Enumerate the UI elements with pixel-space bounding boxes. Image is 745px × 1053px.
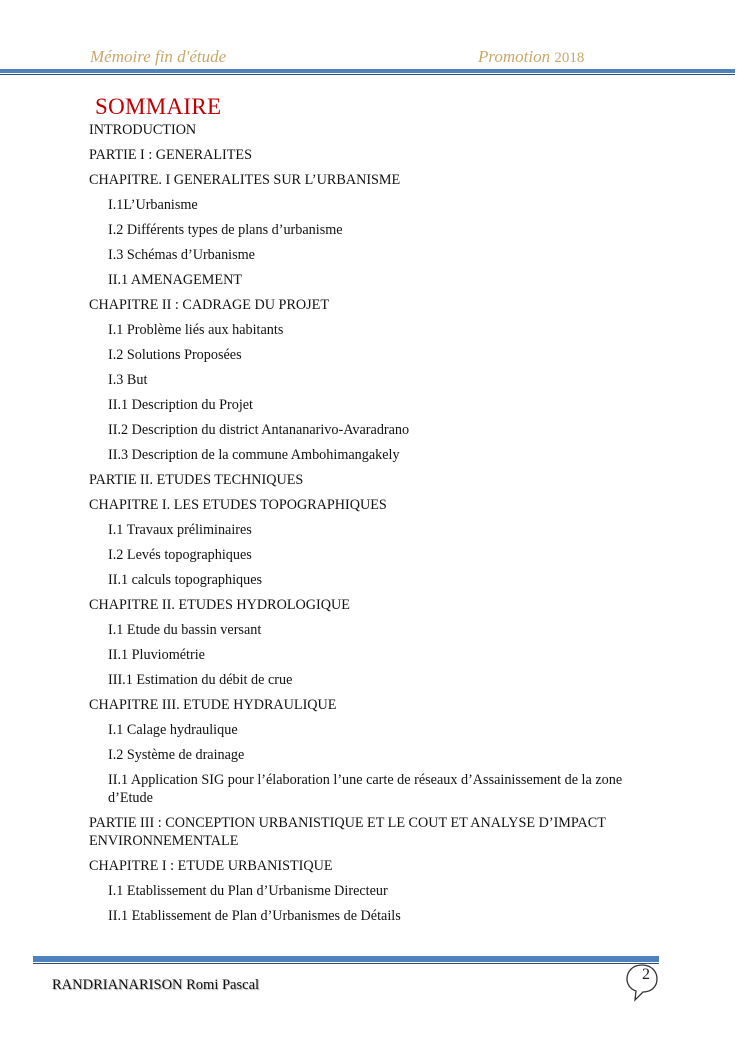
toc-subentry: II.1 Pluviométrie	[108, 647, 205, 663]
toc-subentry: II.3 Description de la commune Ambohimangakely	[108, 447, 400, 463]
toc-subentry: I.1 Problème liés aux habitants	[108, 322, 284, 338]
toc-subentry: II.1 calculs topographiques	[108, 572, 263, 588]
toc-subentry: I.2 Levés topographiques	[108, 547, 252, 563]
toc-subentry: I.2 Système de drainage	[108, 747, 245, 763]
page-number-badge	[624, 962, 660, 1004]
toc-entry: CHAPITRE II : CADRAGE DU PROJET	[89, 297, 330, 313]
header-year: 2018	[554, 50, 585, 66]
toc-subentry: II.1 Description du Projet	[108, 397, 253, 413]
page-title: SOMMAIRE	[95, 94, 222, 119]
footer-rule-shadow	[33, 963, 659, 964]
toc-subentry: I.2 Différents types de plans d’urbanisme	[108, 222, 343, 238]
table-of-contents	[89, 121, 669, 932]
header-right-text	[478, 47, 584, 67]
toc-subentry: I.1L’Urbanisme	[108, 197, 198, 213]
toc-entry: PARTIE II. ETUDES TECHNIQUES	[89, 472, 304, 488]
toc-entry: CHAPITRE. I GENERALITES SUR L’URBANISME	[89, 172, 401, 188]
toc-subentry: I.3 But	[108, 372, 148, 388]
toc-subentry: II.1 Application SIG pour l’élaboration l’une carte de réseaux d’Assainissement de la zone d’Etude	[108, 772, 623, 806]
footer-rule	[33, 956, 659, 962]
header-rule	[0, 69, 735, 73]
footer-author: RANDRIANARISON Romi Pascal	[52, 977, 260, 993]
header-promotion-label: Promotion	[478, 47, 551, 66]
toc-entry: CHAPITRE II. ETUDES HYDROLOGIQUE	[89, 597, 350, 613]
toc-subentry: I.1 Travaux préliminaires	[108, 522, 252, 538]
toc-subentry: II.2 Description du district Antananarivo-Avaradrano	[108, 422, 410, 438]
toc-subentry: II.1 AMENAGEMENT	[108, 272, 242, 288]
header-rule-shadow	[0, 74, 735, 75]
toc-subentry: III.1 Estimation du débit de crue	[108, 672, 293, 688]
toc-entry: CHAPITRE III. ETUDE HYDRAULIQUE	[89, 697, 337, 713]
toc-subentry: I.1 Calage hydraulique	[108, 722, 238, 738]
toc-subentry: I.1 Etablissement du Plan d’Urbanisme Directeur	[108, 883, 388, 899]
toc-subentry: I.2 Solutions Proposées	[108, 347, 242, 363]
toc-subentry: I.3 Schémas d’Urbanisme	[108, 247, 255, 263]
toc-entry: PARTIE III : CONCEPTION URBANISTIQUE ET LE COUT ET ANALYSE D’IMPACT ENVIRONNEMENTALE	[89, 815, 606, 849]
toc-entry: CHAPITRE I : ETUDE URBANISTIQUE	[89, 858, 333, 874]
toc-subentry: I.1 Etude du bassin versant	[108, 622, 262, 638]
header-left-text: Mémoire fin d'étude	[90, 47, 227, 66]
toc-entry: PARTIE I : GENERALITES	[89, 147, 252, 163]
page-number: 2	[642, 966, 650, 983]
toc-entry: CHAPITRE I. LES ETUDES TOPOGRAPHIQUES	[89, 497, 387, 513]
toc-entry: INTRODUCTION	[89, 122, 197, 138]
toc-subentry: II.1 Etablissement de Plan d’Urbanismes de Détails	[108, 908, 401, 924]
